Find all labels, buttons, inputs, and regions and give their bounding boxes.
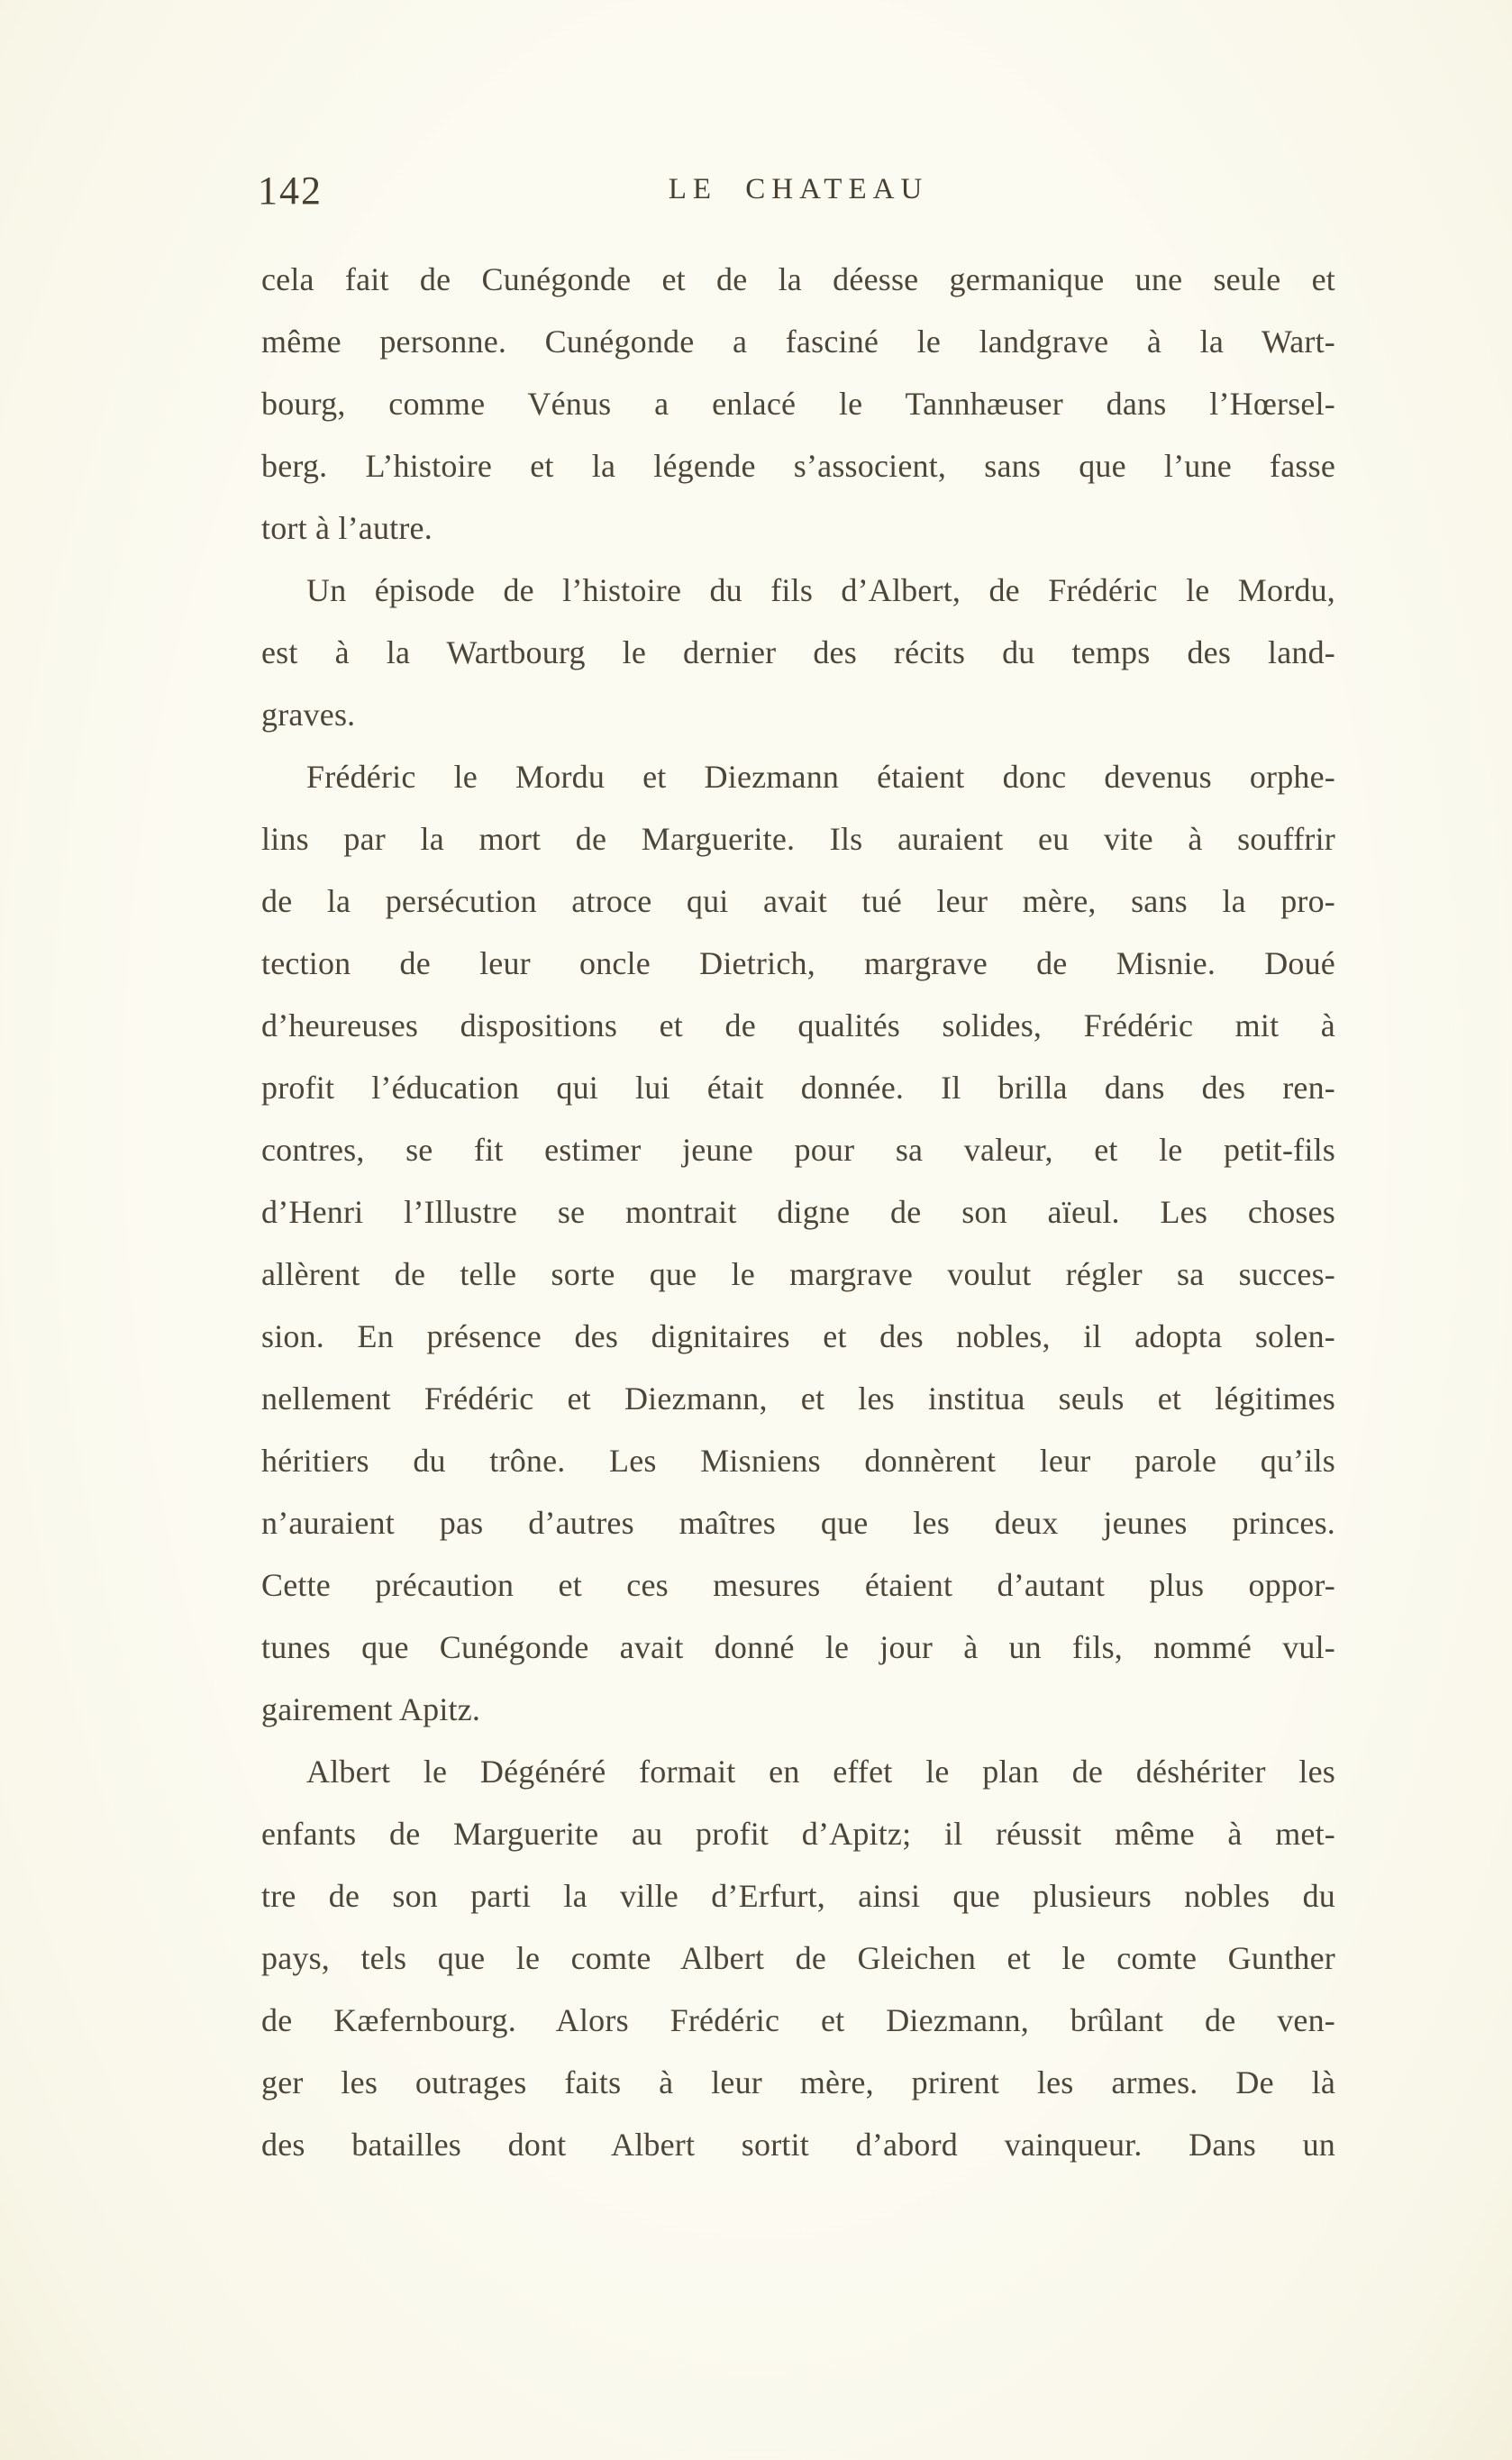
text-line: Un épisode de l’histoire du fils d’Albert, de Frédéric le Mordu, xyxy=(306,572,1335,608)
text-line: de Kæfernbourg. Alors Frédéric et Diezmann, brûlant de ven- xyxy=(261,2002,1335,2038)
text-line: enfants de Marguerite au profit d’Apitz; il réussit même à met- xyxy=(261,1816,1335,1852)
text-line: Cette précaution et ces mesures étaient d’autant plus oppor- xyxy=(261,1567,1335,1603)
text-line: est à la Wartbourg le dernier des récits du temps des land- xyxy=(261,634,1335,670)
text-line: cela fait de Cunégonde et de la déesse germanique une seule et xyxy=(261,261,1335,297)
page-body xyxy=(261,249,1335,2176)
text-line: des batailles dont Albert sortit d’abord vainqueur. Dans un xyxy=(261,2127,1335,2163)
text-line: d’Henri l’Illustre se montrait digne de son aïeul. Les choses xyxy=(261,1194,1335,1230)
text-line: profit l’éducation qui lui était donnée. Il brilla dans des ren- xyxy=(261,1070,1335,1106)
text-line: sion. En présence des dignitaires et des nobles, il adopta solen- xyxy=(261,1318,1335,1354)
text-line: berg. L’histoire et la légende s’associent, sans que l’une fasse xyxy=(261,448,1335,484)
text-line: lins par la mort de Marguerite. Ils auraient eu vite à souffrir xyxy=(261,821,1335,857)
text-line: nellement Frédéric et Diezmann, et les institua seuls et légitimes xyxy=(261,1380,1335,1417)
text-line: Albert le Dégénéré formait en effet le plan de déshériter les xyxy=(306,1754,1335,1790)
text-line: tort à l’autre. xyxy=(261,510,433,546)
running-title: LE CHATEAU xyxy=(668,173,929,205)
text-line: allèrent de telle sorte que le margrave voulut régler sa succes- xyxy=(261,1256,1335,1292)
text-line: ger les outrages faits à leur mère, prirent les armes. De là xyxy=(261,2064,1335,2100)
text-line: même personne. Cunégonde a fasciné le landgrave à la Wart- xyxy=(261,323,1335,360)
text-line: Frédéric le Mordu et Diezmann étaient donc devenus orphe- xyxy=(306,759,1335,795)
text-line: d’heureuses dispositions et de qualités solides, Frédéric mit à xyxy=(261,1007,1335,1043)
text-line: tection de leur oncle Dietrich, margrave de Misnie. Doué xyxy=(261,945,1335,981)
text-line: contres, se fit estimer jeune pour sa valeur, et le petit-fils xyxy=(261,1132,1335,1168)
text-line: pays, tels que le comte Albert de Gleichen et le comte Gunther xyxy=(261,1940,1335,1976)
text-line: tunes que Cunégonde avait donné le jour à un fils, nommé vul- xyxy=(261,1629,1335,1665)
text-line: gairement Apitz. xyxy=(261,1691,481,1727)
text-line: bourg, comme Vénus a enlacé le Tannhæuser dans l’Hœrsel- xyxy=(261,386,1335,422)
text-line: graves. xyxy=(261,697,356,733)
text-line: héritiers du trône. Les Misniens donnèrent leur parole qu’ils xyxy=(261,1443,1335,1479)
page-number: 142 xyxy=(258,169,323,213)
text-line: tre de son parti la ville d’Erfurt, ainsi que plusieurs nobles du xyxy=(261,1878,1335,1914)
text-line: de la persécution atroce qui avait tué leur mère, sans la pro- xyxy=(261,883,1335,919)
text-line: n’auraient pas d’autres maîtres que les deux jeunes princes. xyxy=(261,1505,1335,1541)
